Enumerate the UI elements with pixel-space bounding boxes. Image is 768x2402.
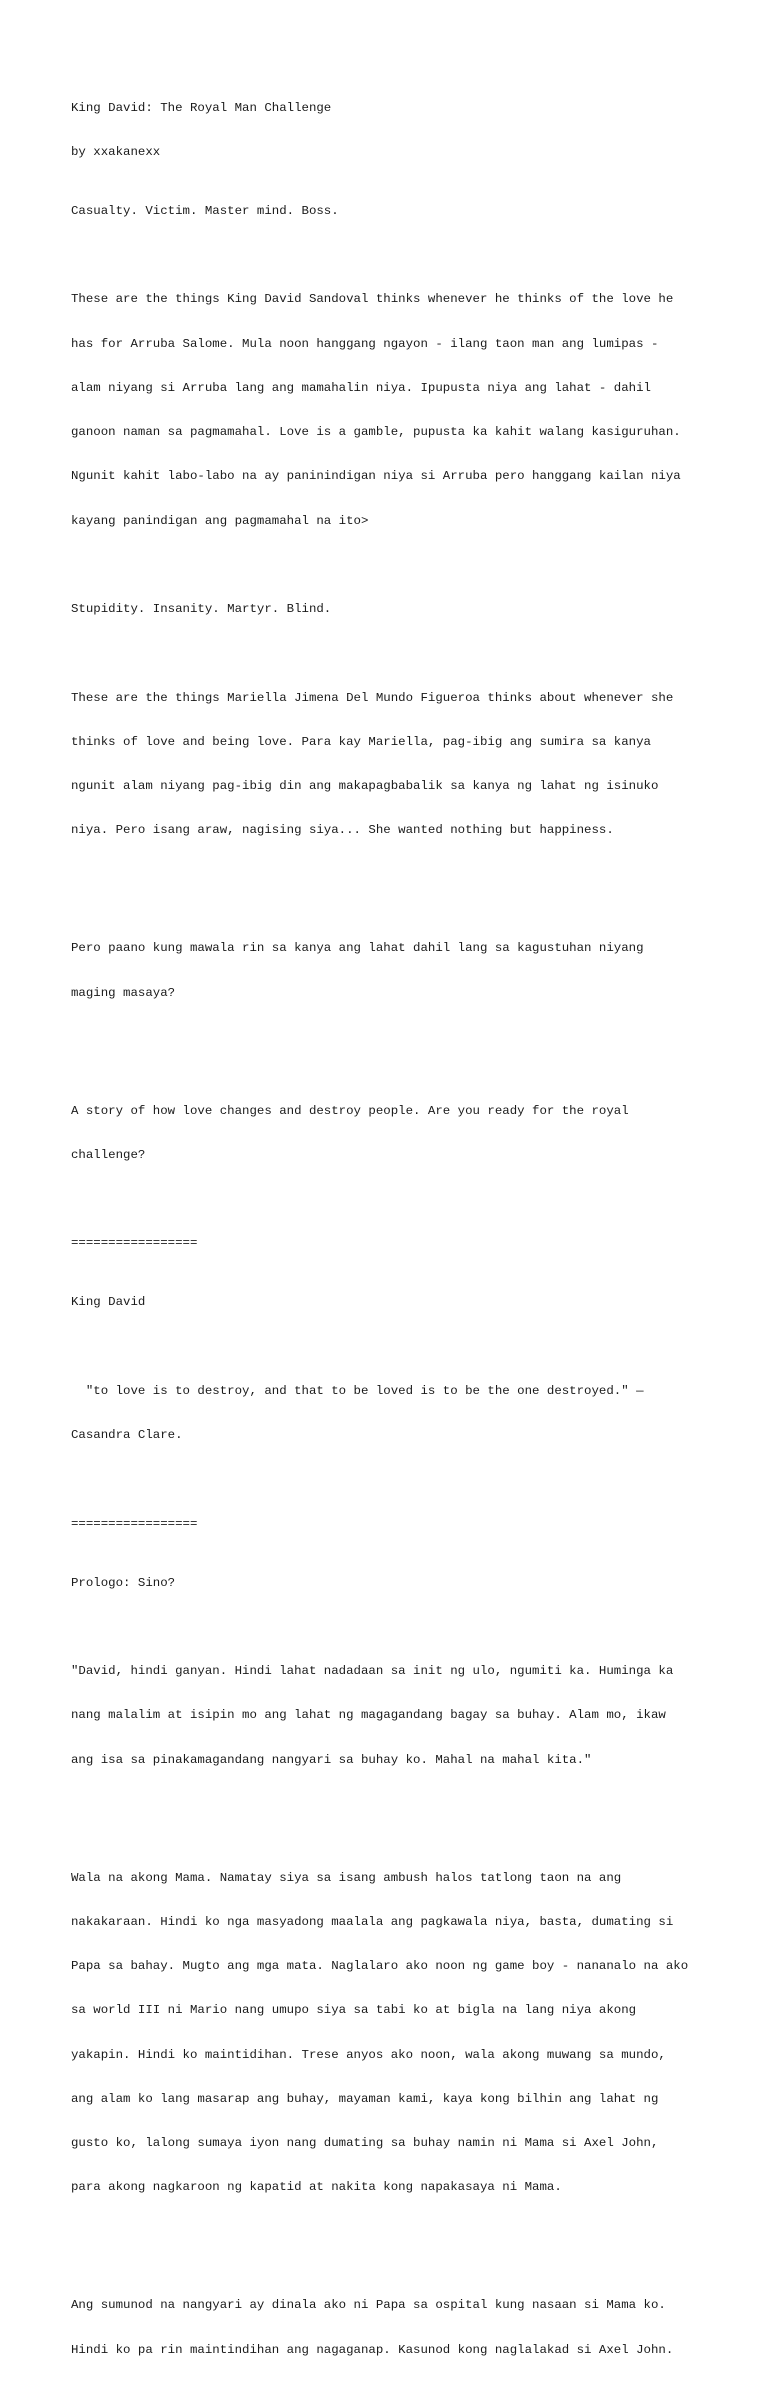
tagline-mariella: Stupidity. Insanity. Martyr. Blind. [71, 602, 332, 616]
text-line: challenge? [71, 1147, 146, 1162]
text-line: para akong nagkaroon ng kapatid at nakita kong napakasaya ni Mama. [71, 2180, 562, 2195]
text-line: maging masaya? [71, 985, 176, 1000]
text-line: Papa sa bahay. Mugto ang mga mata. Naglalaro ako noon ng game boy - nananalo na ako [71, 1959, 689, 1973]
text-line: Pero paano kung mawala rin sa kanya ang lahat dahil lang sa kagustuhan niyang [71, 941, 644, 956]
text-line: ngunit alam niyang pag-ibig din ang makapagbabalik sa kanya ng lahat ng isinuko [71, 779, 659, 793]
synopsis-question [71, 912, 731, 1030]
text-line: ang isa sa pinakamagandang nangyari sa buhay ko. Mahal na mahal kita." [71, 1752, 592, 1767]
document-title: King David: The Royal Man Challenge [71, 100, 332, 115]
text-line: niya. Pero isang araw, nagising siya... She wanted nothing but happiness. [71, 823, 614, 838]
text-line: "to love is to destroy, and that to be loved is to be the one destroyed." — [71, 1383, 644, 1398]
separator: ================= [71, 1236, 198, 1251]
text-line: has for Arruba Salome. Mula noon hanggang ngayon - ilang taon man ang lumipas - [71, 336, 659, 351]
text-line: nakakaraan. Hindi ko nga masyadong maalala ang pagkawala niya, basta, dumating si [71, 1914, 674, 1929]
section-heading-prologo: Prologo: Sino? [71, 1575, 176, 1590]
prologue-paragraph-2 [71, 1841, 731, 2225]
separator: ================= [71, 1516, 198, 1531]
text-line: A story of how love changes and destroy people. Are you ready for the royal [71, 1103, 629, 1118]
text-line: These are the things King David Sandoval thinks whenever he thinks of the love he [71, 292, 674, 307]
tagline-david: Casualty. Victim. Master mind. Boss. [71, 203, 339, 218]
synopsis-mariella [71, 661, 731, 868]
text-line: alam niyang si Arruba lang ang mamahalin niya. Ipupusta niya ang lahat - dahil [71, 380, 651, 395]
section-heading-king-david: King David [71, 1295, 146, 1310]
text-line: kayang panindigan ang pagmamahal na ito> [71, 513, 369, 528]
text-line: nang malalim at isipin mo ang lahat ng magagandang bagay sa buhay. Alam mo, ikaw [71, 1708, 666, 1723]
prologue-paragraph-1 [71, 1635, 731, 1797]
text-line: Ngunit kahit labo-labo na ay paninindigan niya si Arruba pero hanggang kailan niya [71, 469, 681, 484]
text-line: thinks of love and being love. Para kay Mariella, pag-ibig ang sumira sa kanya [71, 734, 651, 749]
document-page [71, 71, 731, 2402]
text-line: gusto ko, lalong sumaya iyon nang dumating sa buhay namin ni Mama si Axel John, [71, 2136, 659, 2150]
text-line: Casandra Clare. [71, 1428, 183, 1442]
prologue-paragraph-3 [71, 2269, 731, 2387]
text-line: yakapin. Hindi ko maintidihan. Trese anyos ako noon, wala akong muwang sa mundo, [71, 2047, 666, 2062]
synopsis-david [71, 263, 731, 558]
text-line: ang alam ko lang masarap ang buhay, mayaman kami, kaya kong bilhin ang lahat ng [71, 2091, 659, 2106]
text-line: Ang sumunod na nangyari ay dinala ako ni Papa sa ospital kung nasaan si Mama ko. [71, 2298, 666, 2313]
text-line: These are the things Mariella Jimena Del Mundo Figueroa thinks about whenever she [71, 690, 674, 705]
text-line: sa world III ni Mario nang umupo siya sa tabi ko at bigla na lang niya akong [71, 2003, 637, 2018]
text-line: ganoon naman sa pagmamahal. Love is a gamble, pupusta ka kahit walang kasiguruhan. [71, 425, 681, 439]
synopsis-closing [71, 1074, 731, 1192]
text-line: "David, hindi ganyan. Hindi lahat nadadaan sa init ng ulo, ngumiti ka. Huminga ka [71, 1664, 674, 1678]
document-author: by xxakanexx [71, 144, 161, 159]
text-line: Wala na akong Mama. Namatay siya sa isang ambush halos tatlong taon na ang [71, 1870, 622, 1885]
epigraph-quote [71, 1354, 731, 1472]
text-line: Hindi ko pa rin maintindihan ang nagaganap. Kasunod kong naglalakad si Axel John. [71, 2342, 674, 2357]
